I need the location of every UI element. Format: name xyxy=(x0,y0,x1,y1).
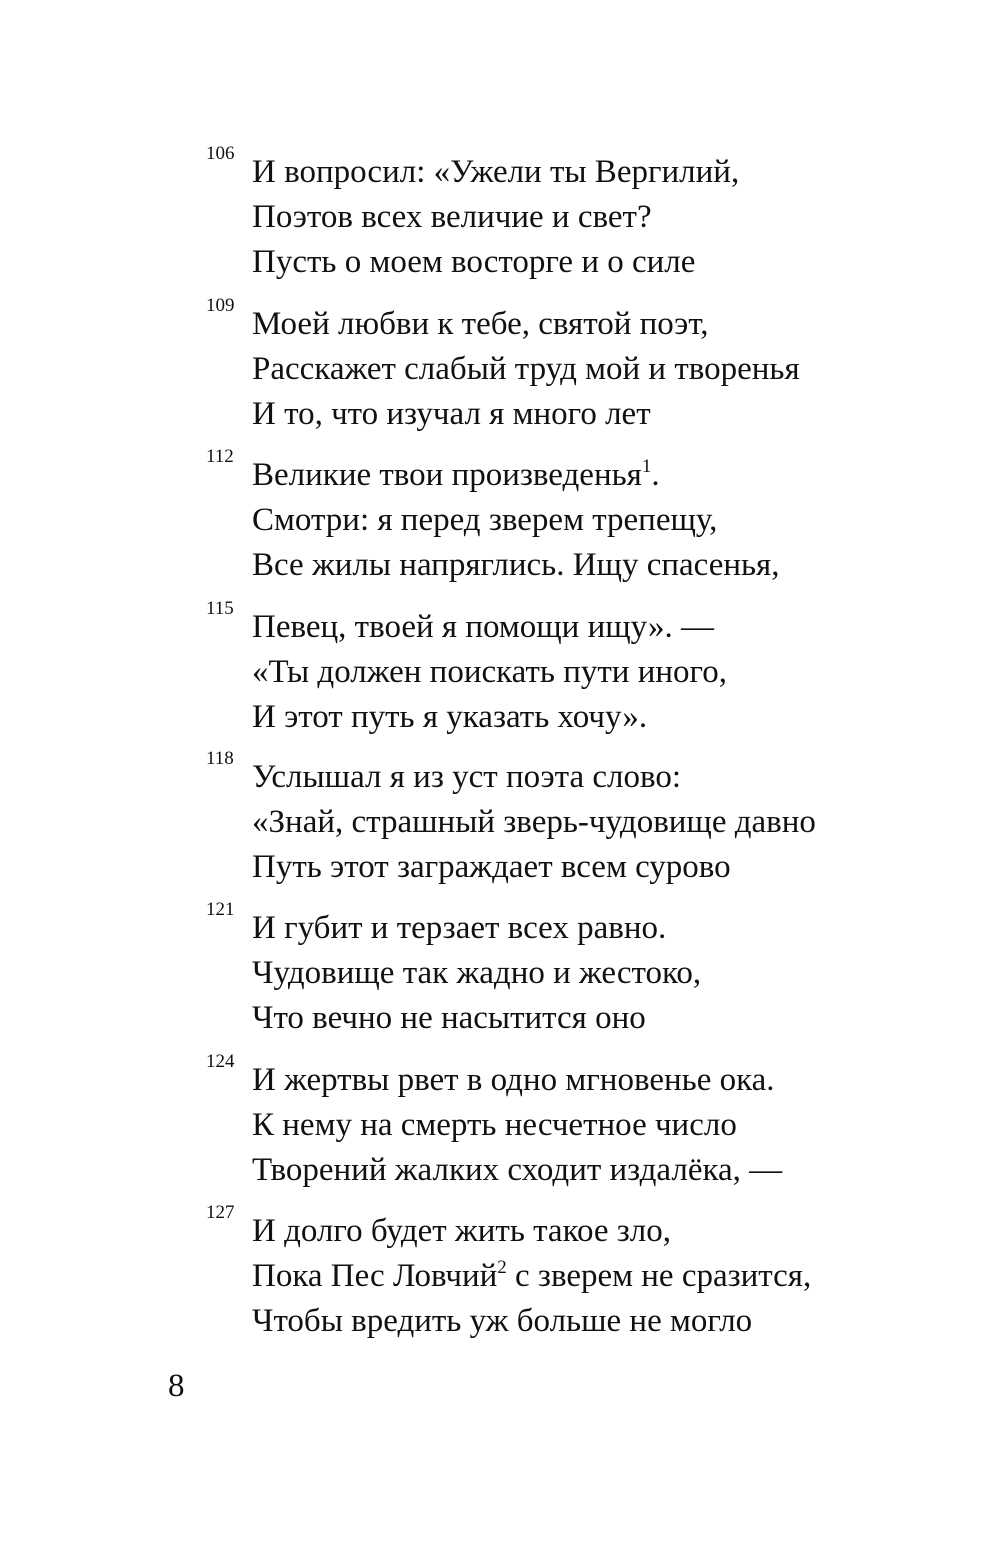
verse-line: Услышал я из уст поэта слово: xyxy=(252,759,682,795)
stanza xyxy=(206,748,952,890)
verse-line: К нему на смерть несчетное число xyxy=(252,1107,737,1143)
footnote-reference[interactable]: 1 xyxy=(641,456,652,477)
line-number: 112 xyxy=(206,446,234,467)
verse-line: И долго будет жить такое зло, xyxy=(252,1213,671,1249)
verse-line xyxy=(252,1254,952,1299)
verse-line: Чудовище так жадно и жестоко, xyxy=(252,955,702,991)
verse-line: Поэтов всех величие и свет? xyxy=(252,199,652,235)
verse-line: Расскажет слабый труд мой и творенья xyxy=(252,351,800,387)
stanza xyxy=(206,143,952,285)
verse-text: Пока Пес Ловчий xyxy=(252,1258,498,1294)
verse-line: Пусть о моем восторге и о силе xyxy=(252,244,696,280)
verse-line: Все жилы напряглись. Ищу спасенья, xyxy=(252,547,780,583)
verse-line: Певец, твоей я помощи ищу». — xyxy=(252,609,714,645)
line-number: 121 xyxy=(206,899,235,920)
verse-line: «Знай, страшный зверь-чудовище давно xyxy=(252,804,816,840)
verse-text: Великие твои произведенья xyxy=(252,457,642,493)
page-number: 8 xyxy=(168,1368,185,1404)
verse-line: И губит и терзает всех равно. xyxy=(252,910,667,946)
verse-text: . xyxy=(651,457,660,493)
verse-line: И этот путь я указать хочу». xyxy=(252,699,648,735)
stanza xyxy=(206,899,952,1041)
stanza xyxy=(206,1051,952,1193)
line-number: 115 xyxy=(206,598,234,619)
line-number: 109 xyxy=(206,295,235,316)
verse-line: Смотри: я перед зверем трепещу, xyxy=(252,502,718,538)
line-number: 127 xyxy=(206,1202,235,1223)
stanza xyxy=(206,598,952,740)
line-number: 106 xyxy=(206,143,235,164)
verse-line: Чтобы вредить уж больше не могло xyxy=(252,1303,753,1339)
verse-line: «Ты должен поискать пути иного, xyxy=(252,654,727,690)
verse-line: Что вечно не насытится оно xyxy=(252,1000,646,1036)
verse-line: Путь этот заграждает всем сурово xyxy=(252,849,731,885)
line-number: 118 xyxy=(206,748,234,769)
verse-line xyxy=(252,453,952,498)
stanza xyxy=(206,446,952,588)
verse-line: Творений жалких сходит издалёка, — xyxy=(252,1152,783,1188)
line-number: 124 xyxy=(206,1051,235,1072)
verse-line: И то, что изучал я много лет xyxy=(252,396,651,432)
verse-line: И жертвы рвет в одно мгновенье ока. xyxy=(252,1062,775,1098)
verse-line: Моей любви к тебе, святой поэт, xyxy=(252,306,709,342)
verse-line: И вопросил: «Ужели ты Вергилий, xyxy=(252,154,740,190)
stanza xyxy=(206,295,952,437)
footnote-reference[interactable]: 2 xyxy=(497,1257,507,1278)
verse-text: с зверем не сразится, xyxy=(506,1258,812,1294)
stanza xyxy=(206,1202,952,1344)
